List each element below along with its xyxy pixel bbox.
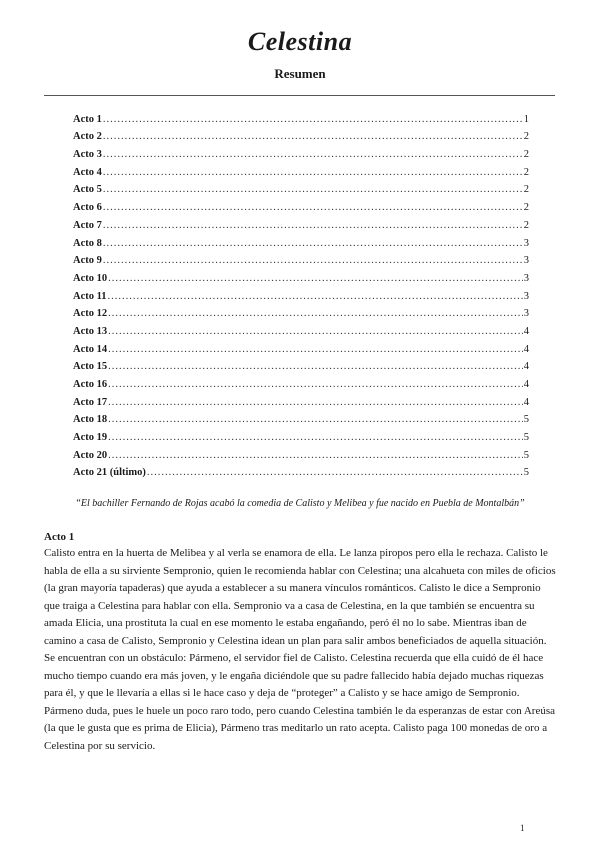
toc-entry[interactable] (73, 356, 529, 374)
toc-entry-page: 3 (523, 308, 529, 320)
document-title: Celestina (247, 27, 353, 56)
toc-leader (108, 308, 523, 320)
toc-leader (103, 238, 523, 250)
toc-entry[interactable] (73, 285, 529, 303)
toc-entry-page: 4 (523, 396, 529, 408)
toc-leader (108, 344, 523, 356)
toc-entry[interactable] (73, 108, 529, 126)
toc-leader (108, 379, 523, 391)
toc-entry-label: Acto 1 (73, 113, 102, 125)
toc-leader (108, 291, 523, 303)
toc-entry[interactable] (73, 338, 529, 356)
toc-leader (108, 361, 523, 373)
toc-entry-label: Acto 19 (73, 432, 108, 444)
toc-entry-label: Acto 7 (73, 219, 102, 231)
toc-entry-page: 3 (523, 272, 529, 284)
toc-leader (108, 432, 523, 444)
toc-entry[interactable] (73, 391, 529, 409)
title-divider (44, 95, 555, 96)
toc-entry[interactable] (73, 462, 529, 480)
toc-entry-page: 2 (523, 166, 529, 178)
epigraph-quote: “El bachiller Fernando de Rojas acabó la comedia de Calisto y Melibea y fue nacido en Puebla de Montalbán” (75, 498, 525, 509)
document-subtitle: Resumen (274, 66, 326, 81)
toc-entry-page: 3 (523, 255, 529, 267)
toc-leader (147, 467, 523, 479)
toc-entry[interactable] (73, 444, 529, 462)
toc-entry-page: 4 (523, 379, 529, 390)
toc-entry-label: Acto 2 (73, 131, 102, 143)
toc-entry-label: Acto 11 (73, 290, 107, 302)
toc-leader (103, 202, 523, 214)
toc-entry[interactable] (73, 179, 529, 197)
toc-entry[interactable] (73, 161, 529, 179)
toc-leader (108, 450, 523, 462)
toc-entry-page: 3 (523, 237, 529, 249)
toc-entry-page: 2 (523, 202, 529, 214)
toc-entry-label: Acto 20 (73, 449, 108, 461)
toc-entry-label: Acto 4 (73, 166, 102, 178)
toc-entry[interactable] (73, 303, 529, 321)
toc-leader (103, 149, 523, 161)
toc-entry-page: 5 (523, 467, 529, 479)
section-heading: Acto 1 (44, 531, 75, 543)
toc-entry-page: 4 (523, 343, 529, 355)
toc-entry[interactable] (73, 143, 529, 161)
toc-entry-label: Acto 15 (73, 361, 108, 373)
toc-entry-label: Acto 18 (73, 414, 108, 426)
toc-leader (103, 220, 523, 232)
section-body: Calisto entra en la huerta de Melibea y al verla se enamora de ella. Le lanza piropos pero ella le rechaza. Calisto le habla de ella a su sirviente Sempronio, quien le recomienda hablar con Celestina; una alcahueta con miles de oficios (la gran mayoría tapaderas) que ayuda a establecer a su manera vínculos románticos. Calisto le dice a Sempronio que traiga a Celestina para hablar con ella. Sempronio va a casa de Celestina, en la que también se encuentra su amada Elicia, una prostituta la cual en ese momento le estaba engañando, peró él no lo sabe. Mientras iban de camino a casa de Calisto, Sempronio y Celestina idean un plan para salir ambos beneficiados de aquella situación. Se encuentran con un obstáculo: Pármeno, el servidor fiel de Calisto. Celestina recuerda que ella cuidó de él hace mucho tiempo cuando era más joven, y le engaña diciéndole que su padre fallecido había dejado muchas riquezas para él, y que le llevaría a ellas si le hace caso y deja de “proteger” a Calisto y se hace amigo de Sempronio. Pármeno duda, pues le huele un poco raro todo, pero cuando Celestina también le da esperanzas de estar con Areúsa (la que le gusta que es prima de Elicia), Pármeno tras meditarlo un rato acepta. Calisto paga 100 monedas de oro a Celestina por su servicio. (44, 547, 556, 752)
toc-leader (103, 255, 523, 267)
toc-entry-page: 5 (523, 414, 529, 426)
toc-entry[interactable] (73, 426, 529, 444)
toc-leader (103, 131, 523, 143)
toc-entry-page: 2 (523, 184, 529, 196)
toc-entry[interactable] (73, 409, 529, 427)
toc-entry-label: Acto 14 (73, 343, 108, 355)
toc-entry-label: Acto 17 (73, 396, 108, 408)
toc-entry-label: Acto 10 (73, 272, 108, 284)
toc-entry-page: 5 (523, 449, 529, 461)
toc-entry-page: 4 (523, 361, 529, 373)
toc-entry-label: Acto 21 (último) (73, 467, 146, 479)
toc-leader (103, 184, 523, 196)
toc-entry-page: 4 (523, 325, 529, 337)
toc-leader (103, 167, 523, 179)
toc-leader (103, 114, 523, 126)
toc-leader (108, 326, 523, 338)
toc-entry-page: 2 (523, 149, 529, 161)
toc-entry-label: Acto 6 (73, 202, 102, 214)
toc-entry[interactable] (73, 232, 529, 250)
toc-entry-label: Acto 9 (73, 255, 102, 267)
toc-entry-page: 1 (523, 113, 529, 125)
toc-entry-label: Acto 3 (73, 149, 102, 161)
toc-entry[interactable] (73, 126, 529, 144)
toc-entry[interactable] (73, 373, 529, 391)
toc-entry-label: Acto 5 (73, 184, 102, 196)
toc-entry-page: 5 (523, 432, 529, 444)
toc-entry[interactable] (73, 214, 529, 232)
toc-leader (108, 397, 523, 409)
toc-entry-label: Acto 8 (73, 237, 102, 249)
page-number: 1 (520, 823, 525, 833)
toc-entry-page: 2 (523, 131, 529, 143)
toc-entry-page: 3 (523, 290, 529, 302)
table-of-contents (73, 108, 529, 479)
toc-entry-label: Acto 13 (73, 325, 108, 337)
toc-entry-label: Acto 12 (73, 308, 108, 320)
toc-entry[interactable] (73, 196, 529, 214)
toc-leader (108, 273, 523, 285)
toc-entry-page: 2 (523, 219, 529, 231)
toc-entry[interactable] (73, 320, 529, 338)
toc-entry[interactable] (73, 267, 529, 285)
toc-entry[interactable] (73, 250, 529, 268)
toc-entry-label: Acto 16 (73, 379, 108, 390)
toc-leader (108, 414, 523, 426)
